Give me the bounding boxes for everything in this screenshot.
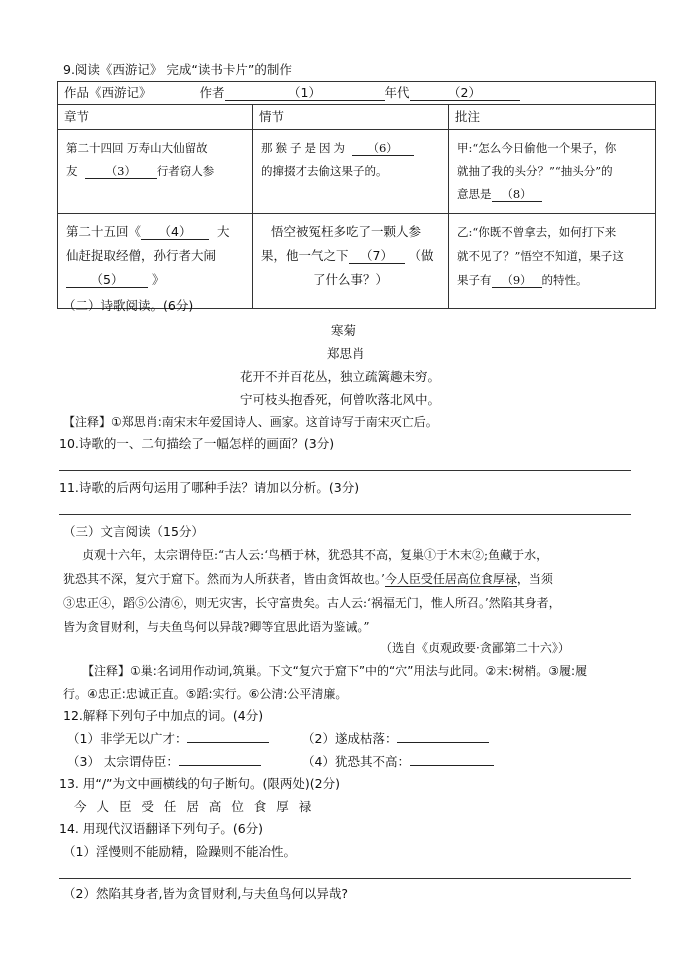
poem-line-1: 花开不并百花丛，独立疏篱趣未穷。 <box>240 369 441 384</box>
passage-line-4: 皆为贪冒财利，与夫鱼鸟何以异哉?卿等宜思此语为鉴诫。” <box>63 620 370 634</box>
q12-item-4-label: （4）犹恐其不高： <box>302 754 410 769</box>
r1-note-line-a: 甲:“怎么今日偷他一个果子，你 <box>457 141 617 155</box>
q12-item-2-blank[interactable] <box>397 742 489 743</box>
q12-item-4-blank[interactable] <box>410 765 494 766</box>
blank-2[interactable] <box>410 86 520 101</box>
question-12: 12.解释下列句子中加点的词。(4分) <box>63 708 264 723</box>
blank-4-label: （4） <box>158 224 192 239</box>
passage-line-3: ③忠正④，蹈⑤公清⑥，则无灾害，长守富贵矣。古人云:‘祸福无门，惟人所召。’然陷其身者， <box>63 596 561 610</box>
blank-4[interactable] <box>141 225 209 240</box>
q12-item-1 <box>67 731 269 747</box>
question-14: 14. 用现代汉语翻译下列句子。(6分) <box>59 821 264 836</box>
blank-1[interactable] <box>225 86 385 101</box>
r2-plot-line-b: 果，他一气之下 <box>261 248 349 263</box>
r2-plot-line-c: （做 <box>408 248 434 263</box>
col-plot: 情节 <box>253 105 449 130</box>
blank-9[interactable] <box>492 273 542 288</box>
q12-item-2 <box>302 731 489 747</box>
card-row-1 <box>58 130 656 214</box>
r2-chapter-line-d: 》 <box>151 272 165 287</box>
passage-note-line-2: 行。④忠正:忠诚正直。⑤蹈:实行。⑥公清:公平清廉。 <box>63 687 348 701</box>
r1-plot-line-a: 那猴子是因为 <box>261 141 348 155</box>
passage-line-2-b: ，当须 <box>516 572 553 586</box>
poem-section-title: （二）诗歌阅读。(6分) <box>63 298 194 313</box>
r1-plot-line-b: 的撺掇才去偷这果子的。 <box>261 164 388 178</box>
poem-title: 寒菊 <box>331 323 357 338</box>
passage-note-line-1: 【注释】①巢:名词用作动词,筑巢。下文“复穴于窟下”中的“穴”用法与此同。②末:树梢。③履:履 <box>82 664 588 678</box>
blank-8[interactable] <box>492 187 542 202</box>
r2-plot-line-d: 了什么事？） <box>312 272 388 287</box>
era-label: 年代 <box>384 85 410 100</box>
r1-note-line-b: 就抽了我的头分？”“抽头分”的 <box>457 164 613 178</box>
poem-note: 【注释】①郑思肖:南宋末年爱国诗人、画家。这首诗写于南宋灭亡后。 <box>63 415 438 429</box>
q14-item-2: （2）然陷其身者,皆为贪冒财利,与夫鱼鸟何以异哉? <box>63 886 349 901</box>
passage-line-1: 贞观十六年，太宗谓侍臣:“古人云:‘鸟栖于林，犹恐其不高，复巢①于木末②;鱼藏于水， <box>82 548 549 562</box>
blank-1-label: （1） <box>288 85 321 100</box>
r2-chapter-line-c: 仙赶捉取经僧，孙行者大闹 <box>66 248 217 263</box>
answer-line-q10[interactable] <box>59 470 631 471</box>
blank-5-label: （5） <box>90 272 124 287</box>
passage-source: （选自《贞观政要·贪鄙第二十六》） <box>380 641 570 655</box>
q12-item-1-label: （1）非学无以广才： <box>67 731 188 746</box>
answer-line-q14-1[interactable] <box>59 878 631 879</box>
col-note: 批注 <box>449 105 656 130</box>
r1-chapter-line-b: 友 <box>66 164 78 178</box>
blank-7[interactable] <box>349 249 405 264</box>
q12-item-3-blank[interactable] <box>179 765 261 766</box>
r1-note-line-c: 意思是 <box>457 187 492 201</box>
r2-plot-line-a: 悟空被冤枉多吃了一颗人参 <box>271 224 422 239</box>
r2-chapter-line-b: 大 <box>216 224 230 239</box>
blank-9-label: （9） <box>501 273 532 287</box>
blank-3-label: （3） <box>105 164 136 178</box>
passage-line-2-a: 犹恐其不深，复穴于窟下。然而为人所获者，皆由贪饵故也。’ <box>63 572 385 586</box>
card-column-headers <box>58 105 656 130</box>
q12-item-3-label: （3） 太宗谓侍臣： <box>67 754 179 769</box>
r2-note-line-a: 乙:“你既不曾拿去，如何打下来 <box>457 225 617 239</box>
r2-note-line-d: 的特性。 <box>541 273 588 287</box>
work-label: 作品《西游记》 <box>64 85 152 100</box>
q14-item-1: （1）淫慢则不能励精，险躁则不能冶性。 <box>63 844 296 859</box>
answer-line-q11[interactable] <box>59 514 631 515</box>
blank-5[interactable] <box>66 273 148 288</box>
classical-section-title: （三）文言阅读（15分） <box>63 524 204 539</box>
r2-note-line-b: 就不见了？”悟空不知道，果子这 <box>457 249 624 263</box>
blank-7-label: （7） <box>360 248 393 263</box>
author-label: 作者 <box>199 85 225 100</box>
blank-2-label: （2） <box>448 85 481 100</box>
q12-item-2-label: （2）遂成枯落： <box>302 731 398 746</box>
r2-chapter-line-a: 第二十五回《 <box>66 224 142 239</box>
r1-chapter-line-a: 第二十四回 万寿山大仙留故 <box>66 141 208 155</box>
q12-item-3 <box>67 754 261 770</box>
blank-3[interactable] <box>85 164 157 179</box>
question-11: 11.诗歌的后两句运用了哪种手法？请加以分析。(3分) <box>59 480 360 495</box>
q13-sentence[interactable]: 今 人 臣 受 任 居 高 位 食 厚 禄 <box>74 799 315 814</box>
r1-chapter-line-c: 行者窃人参 <box>156 164 215 178</box>
col-chapter: 章节 <box>58 105 253 130</box>
blank-8-label: （8） <box>501 187 532 201</box>
blank-6[interactable] <box>352 141 414 156</box>
question-9-title: 9.阅读《西游记》 完成“读书卡片”的制作 <box>63 62 292 77</box>
q12-item-4 <box>302 754 494 770</box>
poem-line-2: 宁可枝头抱香死，何曾吹落北风中。 <box>240 392 441 407</box>
blank-6-label: （6） <box>367 141 398 155</box>
q12-item-1-blank[interactable] <box>187 742 269 743</box>
passage-line-2 <box>63 571 553 587</box>
question-10: 10.诗歌的一、二句描绘了一幅怎样的画面？(3分) <box>59 436 335 451</box>
card-row-2 <box>58 214 656 309</box>
poem-author: 郑思肖 <box>327 346 365 361</box>
question-13: 13. 用“/”为文中画横线的句子断句。(限两处)(2分) <box>59 776 340 791</box>
reading-card-table <box>57 81 656 309</box>
card-header-row <box>58 82 656 105</box>
underlined-sentence: 今人臣受任居高位食厚禄 <box>384 572 517 586</box>
r2-note-line-c: 果子有 <box>457 273 492 287</box>
